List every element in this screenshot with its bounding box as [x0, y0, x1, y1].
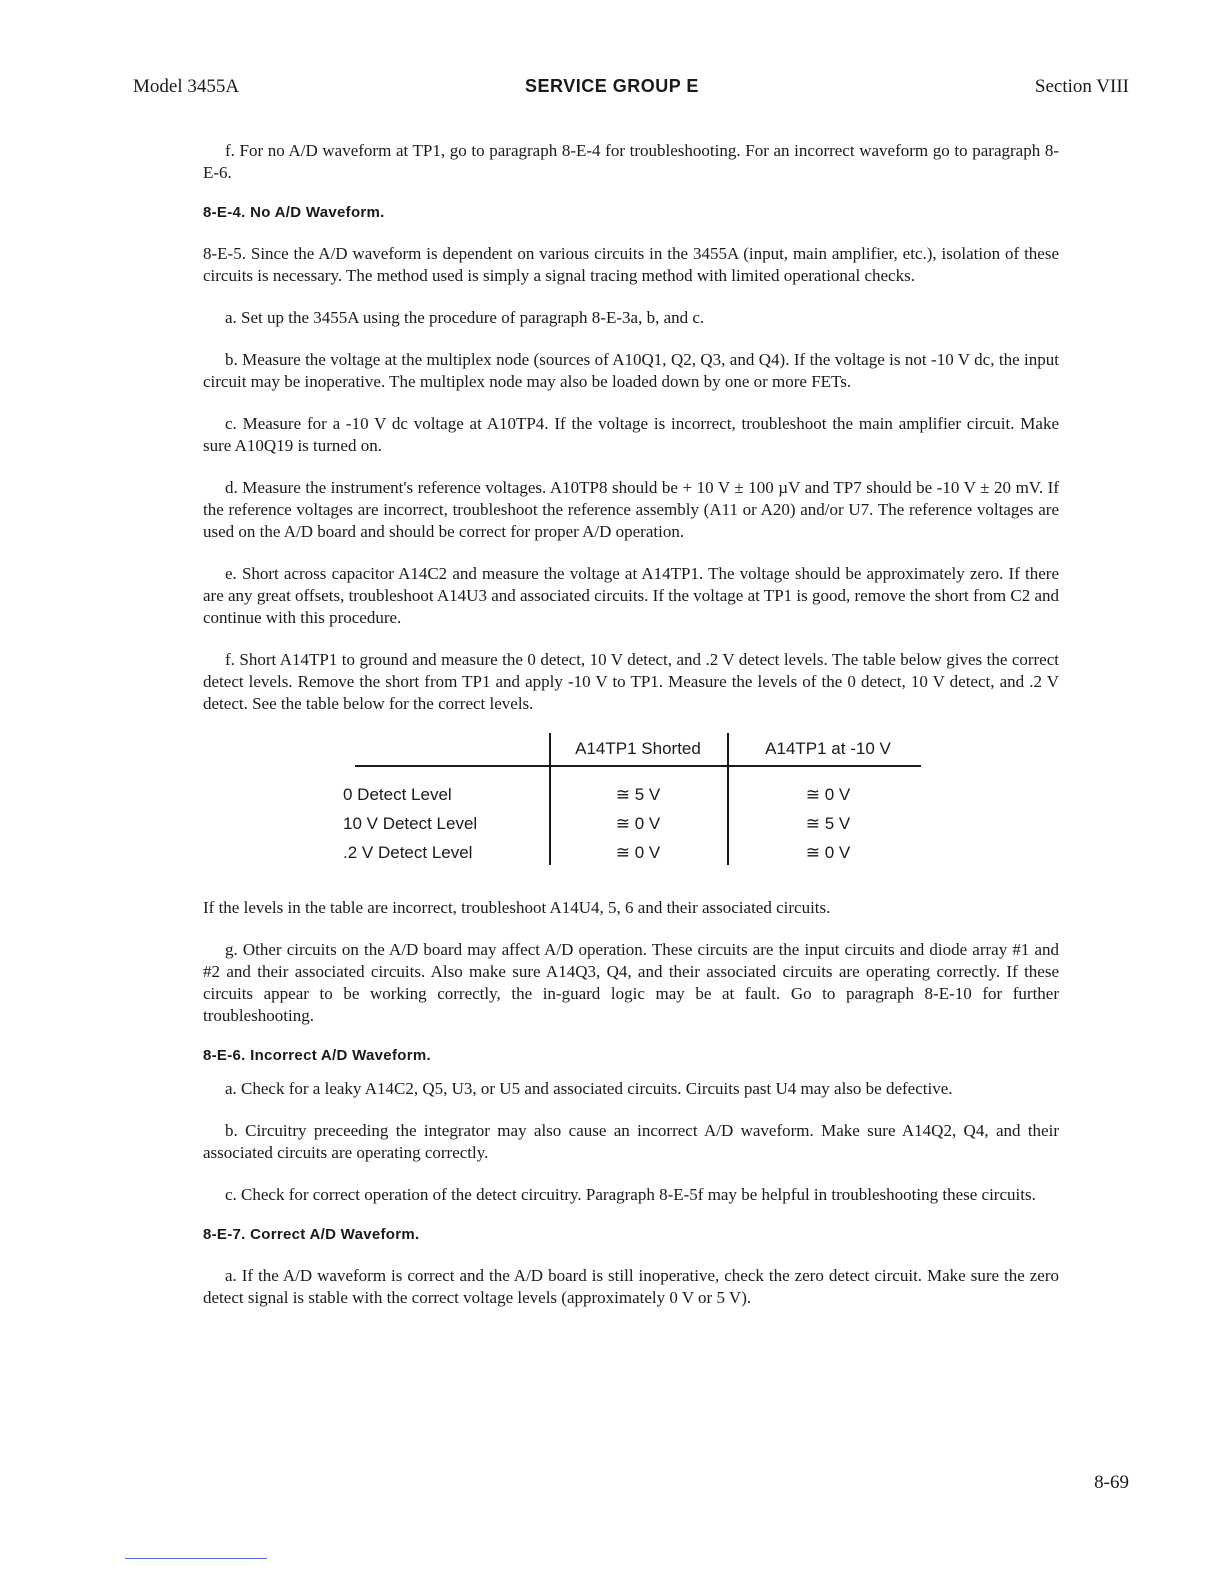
paragraph-6b: b. Circuitry preceeding the integrator may also cause an incorrect A/D waveform. Make sure A14Q2, Q4, and their associated circuits are operating correctly.	[203, 1121, 1059, 1162]
table-divider-2	[727, 733, 729, 865]
table-row-label: .2 V Detect Level	[343, 843, 473, 862]
table-row-label: 10 V Detect Level	[343, 814, 478, 833]
heading-8e6: 8-E-6. Incorrect A/D Waveform.	[203, 1047, 431, 1064]
table-header-rule	[355, 765, 921, 767]
table-cell: ≅ 0 V	[615, 814, 661, 833]
heading-8e7: 8-E-7. Correct A/D Waveform.	[203, 1226, 420, 1243]
paragraph-f-intro: f. For no A/D waveform at TP1, go to paragraph 8-E-4 for troubleshooting. For an incorrect waveform go to paragraph 8-E-6.	[203, 141, 1059, 182]
paragraph-6c: c. Check for correct operation of the detect circuitry. Paragraph 8-E-5f may be helpful in troubleshooting these circuits.	[225, 1185, 1036, 1204]
paragraph-d: d. Measure the instrument's reference voltages. A10TP8 should be + 10 V ± 100 µV and TP7 should be -10 V ± 20 mV. If the reference voltages are incorrect, troubleshoot the reference assembly (A11 or A20) and/or U7. The reference voltages are used on the A/D board and should be correct for proper A/D operation.	[203, 478, 1059, 541]
table-row-label: 0 Detect Level	[343, 785, 452, 804]
table-divider-1	[549, 733, 551, 865]
paragraph-c: c. Measure for a -10 V dc voltage at A10TP4. If the voltage is incorrect, troubleshoot the main amplifier circuit. Make sure A10Q19 is turned on.	[203, 414, 1059, 455]
table-header-shorted: A14TP1 Shorted	[575, 739, 701, 758]
detect-level-table	[203, 727, 1059, 885]
table-header-neg10: A14TP1 at -10 V	[765, 739, 891, 758]
header-section: Section VIII	[1034, 76, 1129, 97]
paragraph-7a: a. If the A/D waveform is correct and the A/D board is still inoperative, check the zero detect circuit. Make sure the zero detect signal is stable with the correct voltage levels (approximately 0 V or 5 V).	[203, 1266, 1059, 1307]
header-title: SERVICE GROUP E	[525, 76, 699, 96]
footer-rule	[125, 1558, 267, 1559]
table-cell: ≅ 0 V	[615, 843, 661, 862]
table-cell: ≅ 0 V	[805, 785, 851, 804]
paragraph-f: f. Short A14TP1 to ground and measure the 0 detect, 10 V detect, and .2 V detect levels. The table below gives the correct detect levels. Remove the short from TP1 and apply -10 V to TP1. Measure the levels of the 0 detect, 10 V detect, and .2 V detect. See the table below for the correct levels.	[203, 650, 1059, 713]
page-content	[203, 140, 1059, 1329]
paragraph-g: g. Other circuits on the A/D board may affect A/D operation. These circuits are the input circuits and diode array #1 and #2 and their associated circuits. Also make sure A14Q3, Q4, and their associated circuits are operating correctly. If these circuits appear to be working correctly, the in-guard logic may be at fault. Go to paragraph 8-E-10 for further troubleshooting.	[203, 940, 1059, 1025]
paragraph-8e5: 8-E-5. Since the A/D waveform is dependent on various circuits in the 3455A (input, main amplifier, etc.), isolation of these circuits is necessary. The method used is simply a signal tracing method with limited operational checks.	[203, 244, 1059, 285]
table-cell: ≅ 5 V	[615, 785, 661, 804]
paragraph-e: e. Short across capacitor A14C2 and measure the voltage at A14TP1. The voltage should be approximately zero. If there are any great offsets, troubleshoot A14U3 and associated circuits. If the voltage at TP1 is good, remove the short from C2 and continue with this procedure.	[203, 564, 1059, 627]
page-number: 8-69	[1094, 1472, 1129, 1493]
paragraph-b: b. Measure the voltage at the multiplex node (sources of A10Q1, Q2, Q3, and Q4). If the voltage is not -10 V dc, the input circuit may be inoperative. The multiplex node may also be loaded down by one or more FETs.	[203, 350, 1059, 391]
paragraph-after-table: If the levels in the table are incorrect, troubleshoot A14U4, 5, 6 and their associated circuits.	[203, 898, 831, 917]
table-cell: ≅ 5 V	[805, 814, 851, 833]
header-model: Model 3455A	[133, 76, 240, 97]
table-cell: ≅ 0 V	[805, 843, 851, 862]
paragraph-6a: a. Check for a leaky A14C2, Q5, U3, or U5 and associated circuits. Circuits past U4 may also be defective.	[225, 1079, 953, 1098]
heading-8e4: 8-E-4. No A/D Waveform.	[203, 204, 385, 221]
paragraph-a: a. Set up the 3455A using the procedure of paragraph 8-E-3a, b, and c.	[225, 308, 705, 327]
